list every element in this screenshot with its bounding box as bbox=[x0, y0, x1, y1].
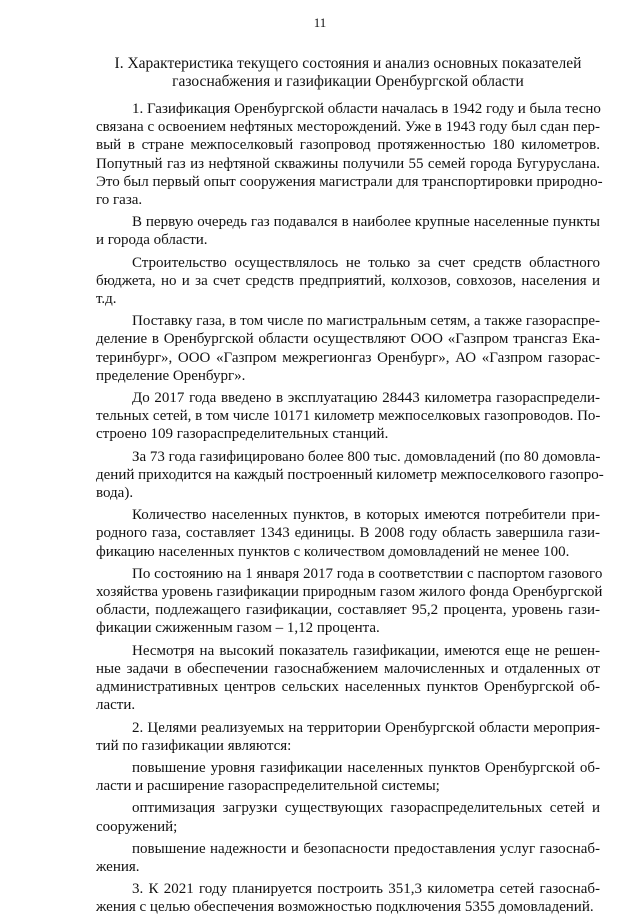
paragraph-line: административных центров сельских населенных пунктов Оренбургской об- bbox=[96, 679, 600, 696]
paragraph bbox=[96, 642, 600, 715]
paragraph bbox=[96, 213, 600, 249]
paragraph-line: повышение надежности и безопасности предоставления услуг газоснаб- bbox=[132, 840, 600, 857]
paragraph-line: 2. Целями реализуемых на территории Оренбургской области мероприя- bbox=[132, 719, 600, 736]
paragraph-line: родного газа, составляет 1343 единицы. В 2008 году область завершила гази- bbox=[96, 525, 600, 542]
paragraph bbox=[96, 759, 600, 795]
paragraph-line: бюджета, но и за счет средств предприятий, колхозов, совхозов, населения и bbox=[96, 272, 600, 289]
paragraph-line: сооружений; bbox=[96, 818, 178, 835]
paragraph-line: Поставку газа, в том числе по магистральным сетям, а также газораспре- bbox=[132, 313, 600, 330]
paragraph bbox=[96, 719, 600, 755]
paragraph bbox=[96, 254, 600, 309]
paragraph-line: дений приходится на каждый построенный километр межпоселкового газопро- bbox=[96, 466, 604, 483]
paragraph-line: Строительство осуществлялось не только за счет средств областного bbox=[132, 254, 600, 271]
paragraph-line: фикации сжиженным газом – 1,12 процента. bbox=[96, 620, 380, 637]
paragraph-line: деление в Оренбургской области осуществляют ООО «Газпром трансгаз Ека- bbox=[96, 331, 600, 348]
paragraph-line: В первую очередь газ подавался в наиболее крупные населенные пункты bbox=[132, 214, 600, 231]
paragraph-line: По состоянию на 1 января 2017 года в соответствии с паспортом газового bbox=[132, 565, 603, 582]
paragraph-line: Количество населенных пунктов, в которых имеются потребители при- bbox=[132, 507, 600, 524]
section-heading bbox=[96, 55, 600, 91]
section-heading-line: газоснабжения и газификации Оренбургской области bbox=[172, 73, 524, 90]
paragraph bbox=[96, 389, 600, 444]
document-body bbox=[96, 100, 604, 921]
paragraph bbox=[96, 312, 600, 385]
paragraph-line: ные задачи в обеспечении газоснабжением малочисленных и отдаленных от bbox=[96, 660, 600, 677]
paragraph-line: хозяйства уровень газификации природным газом жилого фонда Оренбургской bbox=[96, 584, 603, 601]
paragraph-line: ласти. bbox=[96, 697, 136, 714]
page-number: 11 bbox=[313, 15, 327, 30]
paragraph-line: т.д. bbox=[96, 291, 117, 308]
paragraph-line: 3. К 2021 году планируется построить 351,3 километра сетей газоснаб- bbox=[132, 881, 600, 898]
paragraph-line: Это был первый опыт сооружения магистрали для транспортировки природно- bbox=[96, 173, 603, 190]
paragraph bbox=[96, 506, 600, 561]
paragraph bbox=[96, 880, 600, 916]
paragraph-line: области, подлежащего газификации, составляет 95,2 процента, уровень гази- bbox=[96, 602, 600, 619]
paragraph-line: теринбург», ООО «Газпром межрегионгаз Оренбург», АО «Газпром газорас- bbox=[96, 349, 600, 366]
paragraph-line: вый в стране межпоселковый газопровод протяженностью 180 километров. bbox=[96, 137, 600, 154]
paragraph-line: строено 109 газораспределительных станций. bbox=[96, 426, 389, 443]
paragraph-line: го газа. bbox=[96, 192, 143, 209]
paragraph bbox=[96, 448, 604, 503]
paragraph-line: Попутный газ из нефтяной скважины получили 55 семей города Бугуруслана. bbox=[96, 155, 600, 172]
paragraph-line: и города области. bbox=[96, 232, 208, 249]
paragraph-line: 1. Газификация Оренбургской области началась в 1942 году и была тесно bbox=[132, 101, 601, 117]
paragraph-line: фикацию населенных пунктов с количеством домовладений не менее 100. bbox=[96, 543, 570, 560]
paragraph bbox=[96, 799, 600, 835]
paragraph-line: жения с целью обеспечения возможностью подключения 5355 домовладений. bbox=[96, 899, 594, 916]
paragraph-line: Несмотря на высокий показатель газификации, имеются еще не решен- bbox=[132, 642, 600, 659]
paragraph-line: повышение уровня газификации населенных пунктов Оренбургской об- bbox=[132, 759, 600, 776]
paragraph-line: ласти и расширение газораспределительной системы; bbox=[96, 778, 440, 795]
paragraph bbox=[96, 840, 600, 876]
paragraph-line: тельных сетей, в том числе 10171 километр межпоселковых газопроводов. По- bbox=[96, 408, 601, 425]
paragraph-line: связана с освоением нефтяных месторождений. Уже в 1943 году был сдан пер- bbox=[96, 119, 600, 136]
paragraph bbox=[96, 565, 603, 638]
section-heading-line: I. Характеристика текущего состояния и анализ основных показателей bbox=[114, 55, 582, 72]
paragraph-line: За 73 года газифицировано более 800 тыс. домовладений (по 80 домовла- bbox=[132, 448, 601, 465]
paragraph-line: тий по газификации являются: bbox=[96, 737, 292, 754]
paragraph bbox=[96, 100, 603, 209]
paragraph-line: жения. bbox=[96, 858, 140, 875]
paragraph-line: пределение Оренбург». bbox=[96, 367, 246, 384]
paragraph-line: оптимизация загрузки существующих газораспределительных сетей и bbox=[132, 800, 600, 817]
paragraph-line: вода). bbox=[96, 485, 134, 502]
paragraph-line: До 2017 года введено в эксплуатацию 28443 километра газораспредели- bbox=[132, 390, 600, 407]
